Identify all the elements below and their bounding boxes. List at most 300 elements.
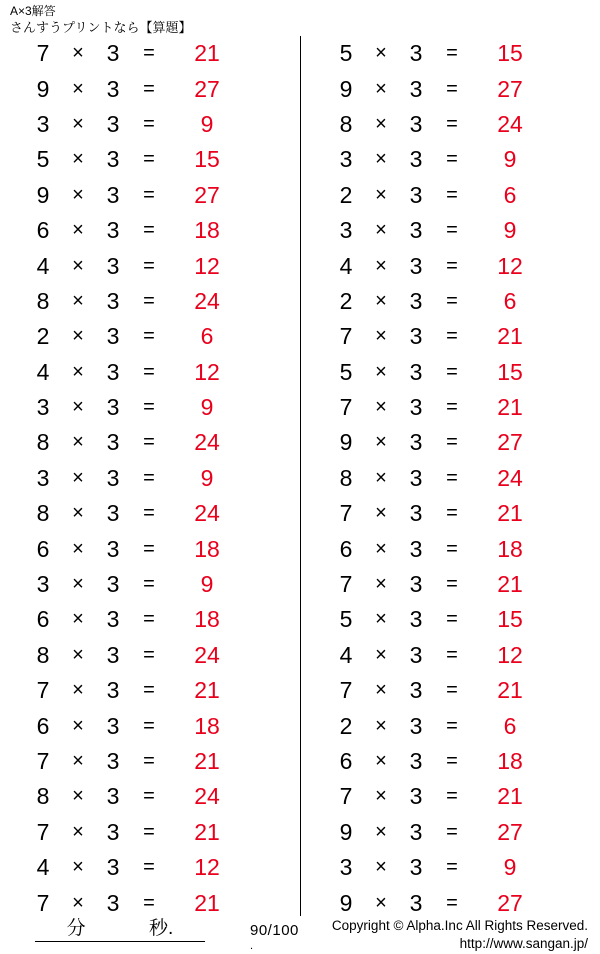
multiply-icon: ×	[72, 254, 84, 277]
multiplicand: 3	[339, 217, 353, 244]
multiplier: 3	[106, 110, 120, 137]
equals-icon: =	[143, 608, 155, 631]
multiplier: 3	[409, 818, 423, 845]
multiply-icon: ×	[72, 537, 84, 560]
equals-icon: =	[446, 820, 458, 843]
multiplier: 3	[409, 783, 423, 810]
problem-row	[301, 567, 600, 602]
answer-value: 18	[194, 606, 220, 633]
problem-row	[0, 708, 300, 743]
multiply-icon: ×	[72, 891, 84, 914]
problem-row	[0, 461, 300, 496]
equals-icon: =	[143, 750, 155, 772]
multiplier: 3	[409, 500, 423, 527]
answer-value: 15	[194, 146, 220, 173]
equals-icon: =	[446, 537, 458, 560]
problem-row	[0, 178, 300, 213]
problem-row	[0, 602, 300, 637]
multiplicand: 7	[339, 500, 353, 527]
multiplier: 3	[409, 358, 423, 385]
multiply-icon: ×	[72, 219, 84, 242]
multiply-icon: ×	[375, 820, 387, 843]
equals-icon: =	[446, 183, 458, 206]
multiplicand: 7	[339, 677, 353, 704]
answer-value: 15	[497, 358, 523, 385]
answer-value: 18	[194, 712, 220, 739]
multiplier: 3	[409, 889, 423, 916]
multiply-icon: ×	[72, 608, 84, 631]
problem-row	[301, 284, 600, 319]
problem-column-right	[300, 36, 600, 916]
multiply-icon: ×	[375, 466, 387, 489]
multiply-icon: ×	[72, 42, 84, 65]
answer-value: 24	[497, 464, 523, 491]
multiply-icon: ×	[72, 112, 84, 135]
equals-icon: =	[446, 785, 458, 808]
equals-icon: =	[446, 608, 458, 631]
multiplicand: 7	[36, 677, 50, 704]
answer-value: 15	[497, 606, 523, 633]
multiply-icon: ×	[375, 502, 387, 525]
multiplier: 3	[409, 712, 423, 739]
problem-row	[301, 425, 600, 460]
equals-icon: =	[143, 396, 155, 419]
multiplier: 3	[106, 748, 120, 774]
multiplier: 3	[106, 818, 120, 845]
copyright-text: Copyright © Alpha.Inc All Rights Reserved.	[331, 918, 588, 933]
problem-row	[301, 319, 600, 354]
multiplicand: 4	[36, 252, 50, 279]
answer-value: 24	[497, 110, 523, 137]
problem-row	[0, 496, 300, 531]
answer-value: 9	[200, 464, 214, 491]
multiplier: 3	[106, 394, 120, 421]
answer-value: 27	[194, 75, 220, 102]
problem-row	[0, 107, 300, 142]
answer-value: 6	[503, 181, 517, 208]
multiplicand: 7	[339, 783, 353, 810]
multiplicand: 5	[339, 40, 353, 67]
multiplicand: 6	[36, 712, 50, 739]
equals-icon: =	[446, 431, 458, 454]
multiply-icon: ×	[375, 431, 387, 454]
equals-icon: =	[143, 183, 155, 206]
multiplicand: 9	[36, 181, 50, 208]
page-number: 90/100	[250, 922, 299, 939]
problem-row	[301, 461, 600, 496]
equals-icon: =	[446, 360, 458, 383]
equals-icon: =	[446, 112, 458, 135]
answer-value: 15	[497, 40, 523, 67]
answer-value: 9	[200, 394, 214, 421]
multiplicand: 9	[339, 75, 353, 102]
problem-row	[301, 531, 600, 566]
multiplier: 3	[409, 323, 423, 350]
equals-icon: =	[143, 254, 155, 277]
multiplier: 3	[409, 394, 423, 421]
multiplicand: 2	[339, 712, 353, 739]
multiplier: 3	[409, 854, 423, 881]
multiply-icon: ×	[72, 325, 84, 348]
equals-icon: =	[143, 289, 155, 312]
answer-value: 18	[497, 535, 523, 562]
multiply-icon: ×	[72, 679, 84, 702]
equals-icon: =	[446, 254, 458, 277]
problem-row	[301, 107, 600, 142]
multiply-icon: ×	[375, 750, 387, 772]
multiplier: 3	[106, 500, 120, 527]
multiply-icon: ×	[72, 360, 84, 383]
answer-value: 18	[194, 217, 220, 244]
multiplier: 3	[409, 217, 423, 244]
multiply-icon: ×	[72, 785, 84, 808]
multiplicand: 4	[339, 252, 353, 279]
multiplier: 3	[409, 40, 423, 67]
problem-columns	[0, 36, 600, 916]
equals-icon: =	[143, 325, 155, 348]
multiplier: 3	[409, 535, 423, 562]
multiplicand: 9	[339, 429, 353, 456]
answer-value: 21	[497, 394, 523, 421]
website-url[interactable]: http://www.sangan.jp/	[459, 936, 588, 951]
answer-value: 12	[194, 358, 220, 385]
answer-value: 21	[497, 783, 523, 810]
answer-value: 24	[194, 429, 220, 456]
problem-row	[301, 71, 600, 106]
answer-value: 21	[497, 571, 523, 598]
problem-row	[301, 850, 600, 885]
problem-row	[0, 779, 300, 814]
multiply-icon: ×	[72, 856, 84, 879]
problem-row	[0, 71, 300, 106]
multiplicand: 3	[36, 571, 50, 598]
equals-icon: =	[143, 466, 155, 489]
page-subtitle: さんすうプリントなら【算題】	[10, 20, 192, 35]
problem-row	[301, 496, 600, 531]
problem-row	[0, 390, 300, 425]
minutes-label: 分	[66, 918, 86, 939]
multiplier: 3	[409, 748, 423, 774]
equals-icon: =	[446, 219, 458, 242]
multiplier: 3	[106, 606, 120, 633]
multiply-icon: ×	[72, 643, 84, 666]
answer-value: 21	[497, 500, 523, 527]
page-number-sub: .	[250, 940, 254, 952]
equals-icon: =	[446, 289, 458, 312]
multiplicand: 9	[339, 889, 353, 916]
equals-icon: =	[446, 42, 458, 65]
multiplicand: 8	[339, 464, 353, 491]
problem-row	[301, 602, 600, 637]
multiply-icon: ×	[375, 714, 387, 737]
equals-icon: =	[446, 466, 458, 489]
multiply-icon: ×	[375, 219, 387, 242]
multiplicand: 8	[36, 429, 50, 456]
multiply-icon: ×	[72, 573, 84, 596]
multiplier: 3	[106, 641, 120, 668]
multiplicand: 3	[339, 146, 353, 173]
multiplier: 3	[409, 287, 423, 314]
multiplicand: 5	[36, 146, 50, 173]
multiplier: 3	[409, 110, 423, 137]
answer-value: 24	[194, 287, 220, 314]
multiplier: 3	[409, 252, 423, 279]
multiplier: 3	[106, 287, 120, 314]
problem-row	[301, 36, 600, 71]
multiplier: 3	[106, 854, 120, 881]
problem-row	[0, 744, 300, 779]
multiplicand: 3	[36, 110, 50, 137]
answer-value: 21	[194, 748, 220, 774]
answer-value: 6	[503, 712, 517, 739]
answer-value: 12	[194, 854, 220, 881]
equals-icon: =	[143, 679, 155, 702]
answer-value: 21	[194, 677, 220, 704]
answer-value: 12	[497, 252, 523, 279]
multiplier: 3	[106, 358, 120, 385]
equals-icon: =	[143, 820, 155, 843]
multiplicand: 6	[36, 217, 50, 244]
problem-row	[0, 142, 300, 177]
problem-row	[0, 425, 300, 460]
equals-icon: =	[446, 77, 458, 100]
page-footer	[0, 916, 600, 954]
multiply-icon: ×	[72, 466, 84, 489]
multiply-icon: ×	[72, 148, 84, 171]
multiply-icon: ×	[375, 148, 387, 171]
multiplicand: 9	[339, 818, 353, 845]
problem-row	[0, 815, 300, 850]
multiplier: 3	[106, 677, 120, 704]
answer-value: 18	[194, 535, 220, 562]
equals-icon: =	[143, 148, 155, 171]
equals-icon: =	[143, 112, 155, 135]
multiply-icon: ×	[72, 77, 84, 100]
equals-icon: =	[143, 42, 155, 65]
multiplicand: 4	[36, 358, 50, 385]
equals-icon: =	[446, 750, 458, 772]
problem-row	[301, 142, 600, 177]
problem-row	[301, 708, 600, 743]
multiply-icon: ×	[72, 289, 84, 312]
problem-row	[301, 355, 600, 390]
problem-row	[0, 638, 300, 673]
answer-value: 9	[503, 217, 517, 244]
problem-row	[301, 779, 600, 814]
equals-icon: =	[143, 77, 155, 100]
answer-value: 12	[194, 252, 220, 279]
problem-column-left	[0, 36, 300, 916]
equals-icon: =	[446, 714, 458, 737]
equals-icon: =	[446, 502, 458, 525]
multiplier: 3	[106, 535, 120, 562]
multiply-icon: ×	[72, 750, 84, 772]
multiply-icon: ×	[375, 254, 387, 277]
problem-row	[0, 319, 300, 354]
equals-icon: =	[143, 714, 155, 737]
answer-value: 24	[194, 641, 220, 668]
multiplicand: 2	[339, 181, 353, 208]
multiplicand: 2	[36, 323, 50, 350]
multiplier: 3	[106, 181, 120, 208]
multiply-icon: ×	[375, 183, 387, 206]
problem-row	[0, 36, 300, 71]
multiplicand: 8	[36, 500, 50, 527]
multiplier: 3	[409, 571, 423, 598]
multiplicand: 3	[36, 464, 50, 491]
multiplier: 3	[106, 571, 120, 598]
multiplier: 3	[409, 677, 423, 704]
multiplier: 3	[409, 429, 423, 456]
multiplicand: 4	[36, 854, 50, 881]
multiply-icon: ×	[72, 714, 84, 737]
equals-icon: =	[446, 396, 458, 419]
equals-icon: =	[446, 856, 458, 879]
multiplicand: 7	[36, 818, 50, 845]
equals-icon: =	[143, 891, 155, 914]
multiply-icon: ×	[375, 608, 387, 631]
multiply-icon: ×	[375, 42, 387, 65]
equals-icon: =	[143, 502, 155, 525]
problem-row	[301, 390, 600, 425]
problem-row	[301, 248, 600, 283]
answer-value: 18	[497, 748, 523, 774]
answer-value: 21	[194, 40, 220, 67]
multiplier: 3	[409, 75, 423, 102]
multiplier: 3	[106, 217, 120, 244]
page-title: A×3解答	[10, 4, 56, 18]
answer-value: 24	[194, 783, 220, 810]
multiplicand: 5	[339, 606, 353, 633]
equals-icon: =	[143, 431, 155, 454]
answer-value: 6	[200, 323, 214, 350]
multiplicand: 7	[36, 748, 50, 774]
answer-value: 6	[503, 287, 517, 314]
problem-row	[0, 248, 300, 283]
problem-row	[0, 567, 300, 602]
multiply-icon: ×	[72, 820, 84, 843]
multiplicand: 3	[36, 394, 50, 421]
answer-value: 21	[194, 818, 220, 845]
multiplicand: 6	[339, 748, 353, 774]
multiply-icon: ×	[375, 573, 387, 596]
equals-icon: =	[143, 573, 155, 596]
multiplier: 3	[106, 712, 120, 739]
multiplicand: 8	[36, 783, 50, 810]
answer-value: 21	[497, 323, 523, 350]
multiplier: 3	[106, 464, 120, 491]
equals-icon: =	[143, 785, 155, 808]
problem-row	[301, 213, 600, 248]
multiply-icon: ×	[375, 537, 387, 560]
multiply-icon: ×	[375, 679, 387, 702]
multiplier: 3	[409, 464, 423, 491]
multiply-icon: ×	[375, 396, 387, 419]
equals-icon: =	[446, 643, 458, 666]
multiply-icon: ×	[72, 502, 84, 525]
multiply-icon: ×	[375, 360, 387, 383]
equals-icon: =	[446, 325, 458, 348]
multiplicand: 7	[36, 40, 50, 67]
problem-row	[301, 815, 600, 850]
equals-icon: =	[143, 856, 155, 879]
answer-value: 27	[497, 889, 523, 916]
multiply-icon: ×	[72, 183, 84, 206]
problem-row	[0, 673, 300, 708]
multiplier: 3	[409, 146, 423, 173]
problem-row	[301, 673, 600, 708]
multiplier: 3	[106, 40, 120, 67]
multiply-icon: ×	[375, 77, 387, 100]
multiply-icon: ×	[375, 112, 387, 135]
answer-value: 27	[497, 429, 523, 456]
answer-value: 27	[497, 75, 523, 102]
equals-icon: =	[143, 537, 155, 560]
problem-row	[0, 284, 300, 319]
multiply-icon: ×	[375, 325, 387, 348]
multiplier: 3	[106, 429, 120, 456]
page-header	[10, 4, 191, 36]
answer-value: 12	[497, 641, 523, 668]
answer-value: 27	[497, 818, 523, 845]
multiplicand: 8	[36, 287, 50, 314]
multiplier: 3	[106, 146, 120, 173]
answer-value: 21	[194, 889, 220, 916]
equals-icon: =	[143, 360, 155, 383]
multiplicand: 8	[339, 110, 353, 137]
multiplicand: 7	[339, 323, 353, 350]
multiply-icon: ×	[375, 785, 387, 808]
equals-icon: =	[143, 219, 155, 242]
problem-row	[301, 744, 600, 779]
multiplier: 3	[409, 181, 423, 208]
multiply-icon: ×	[375, 891, 387, 914]
equals-icon: =	[143, 643, 155, 666]
problem-row	[0, 213, 300, 248]
multiplicand: 3	[339, 854, 353, 881]
time-entry-box[interactable]	[35, 916, 205, 942]
multiply-icon: ×	[72, 431, 84, 454]
problem-row	[0, 355, 300, 390]
multiplicand: 7	[36, 889, 50, 916]
equals-icon: =	[446, 573, 458, 596]
multiplicand: 2	[339, 287, 353, 314]
multiply-icon: ×	[375, 856, 387, 879]
multiplier: 3	[106, 889, 120, 916]
answer-value: 9	[200, 110, 214, 137]
problem-row	[301, 638, 600, 673]
multiplicand: 9	[36, 75, 50, 102]
multiplicand: 4	[339, 641, 353, 668]
equals-icon: =	[446, 679, 458, 702]
multiplicand: 6	[339, 535, 353, 562]
answer-value: 9	[503, 854, 517, 881]
equals-icon: =	[446, 891, 458, 914]
multiplicand: 6	[36, 535, 50, 562]
answer-value: 27	[194, 181, 220, 208]
multiplier: 3	[409, 606, 423, 633]
multiplier: 3	[106, 783, 120, 810]
seconds-label: 秒.	[149, 918, 174, 939]
multiplicand: 6	[36, 606, 50, 633]
equals-icon: =	[446, 148, 458, 171]
problem-row	[0, 850, 300, 885]
multiply-icon: ×	[375, 289, 387, 312]
multiply-icon: ×	[72, 396, 84, 419]
answer-value: 21	[497, 677, 523, 704]
multiplier: 3	[409, 641, 423, 668]
multiplier: 3	[106, 252, 120, 279]
